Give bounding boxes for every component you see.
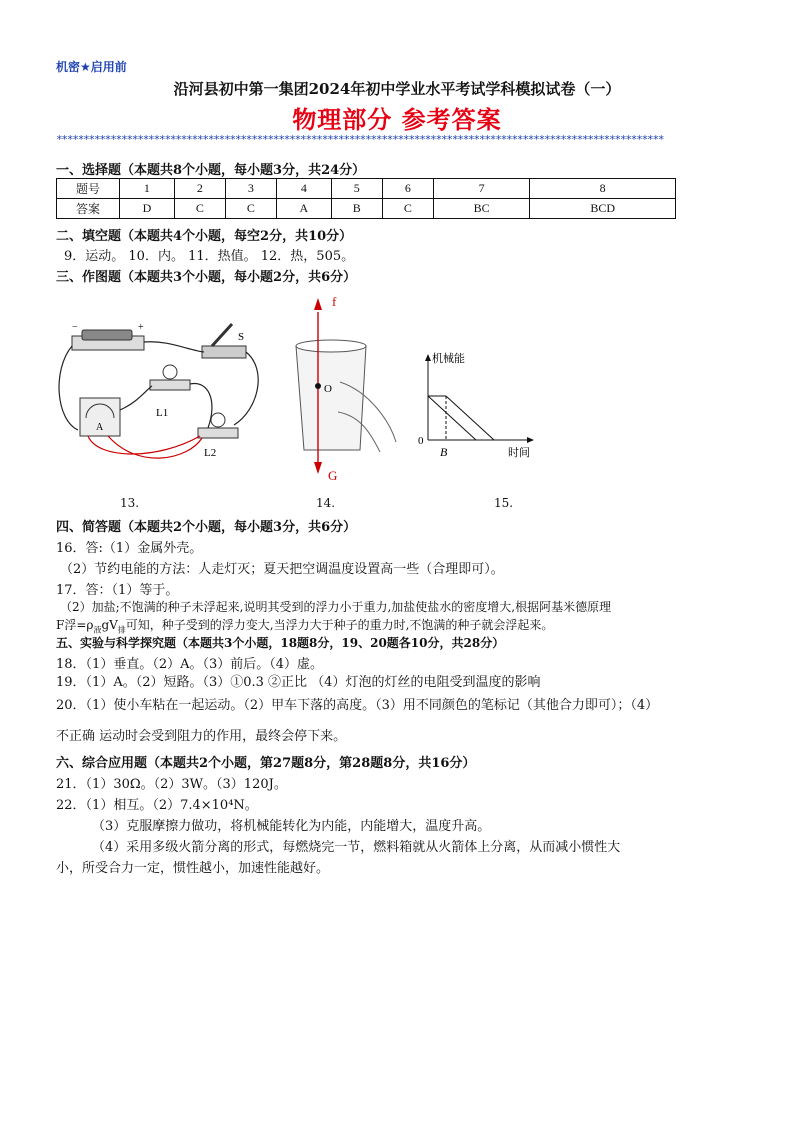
point-b-label: B (440, 445, 448, 459)
lamp-2-label: L2 (204, 447, 217, 459)
formula-conclusion: 可知，种子受到的浮力变大,当浮力大于种子的重力时,不饱满的种子就会浮起来。 (125, 618, 554, 632)
figure-14-label: 14. (316, 496, 336, 510)
q17-part1: 17．答：（1）等于。 (56, 583, 179, 598)
svg-text:+: + (138, 322, 144, 333)
formula-part: F浮=ρ (56, 618, 94, 632)
figure-13-label: 13. (120, 496, 140, 510)
section-6-title: 六、综合应用题（本题共2个小题，第27题8分，第28题8分，共16分） (56, 756, 476, 771)
question-number: 8 (530, 179, 676, 199)
table-row-numbers (57, 179, 676, 199)
question-number: 6 (382, 179, 433, 199)
question-number: 5 (331, 179, 382, 199)
question-number: 2 (174, 179, 225, 199)
q16-part2: （2）节约电能的方法：人走灯灭；夏天把空调温度设置高一些（合理即可）。 (60, 562, 504, 577)
switch-label: S (238, 331, 245, 343)
formula-sub-liquid: 液 (93, 625, 102, 635)
lamp-2-base (198, 428, 238, 438)
origin-label: 0 (418, 435, 424, 447)
answer-cell: D (120, 199, 175, 219)
answer-cell: BCD (530, 199, 676, 219)
q22-answer-line3: （4）采用多级火箭分离的形式，每燃烧完一节，燃料箱就从火箭体上分离，从而减小惯性大 (92, 840, 621, 855)
section-2-title: 二、填空题（本题共4个小题，每空2分，共10分） (56, 229, 353, 244)
center-point (315, 383, 321, 389)
confidential-label: 机密★启用前 (56, 60, 127, 74)
answer-cell: A (276, 199, 331, 219)
star-divider: **************************************************************************************************************** (56, 134, 664, 146)
fill-blank-answers: 9．运动。 10．内。 11．热值。 12．热，505。 (64, 249, 355, 264)
question-number: 3 (225, 179, 276, 199)
q22-answer-line2: （3）克服摩擦力做功，将机械能转化为内能，内能增大，温度升高。 (92, 819, 491, 834)
svg-text:−: − (72, 322, 78, 333)
switch-base (202, 346, 246, 358)
formula-sub-displaced: 排 (117, 625, 126, 635)
force-diagram (280, 292, 400, 484)
center-label: O (324, 383, 332, 395)
q16-part1: 16．答:（1）金属外壳。 (56, 541, 203, 556)
answer-cell: C (382, 199, 433, 219)
figure-15-label: 15. (494, 496, 514, 510)
lamp-1 (163, 365, 177, 379)
arrow-up (314, 298, 322, 310)
force-g-label: G (328, 468, 338, 483)
energy-graph (410, 348, 540, 463)
q22-answer-line4: 小，所受合力一定，惯性越小，加速性能越好。 (56, 861, 330, 876)
slope-1 (428, 396, 476, 440)
q17-part3 (56, 616, 553, 635)
q19-answer: 19．（1）A。（2）短路。（3）①0.3 ②正比 （4）灯泡的灯丝的电阻受到温度的影响 (56, 675, 541, 690)
question-number: 1 (120, 179, 175, 199)
answer-cell: B (331, 199, 382, 219)
section-3-title: 三、作图题（本题共3个小题，每小题2分，共6分） (56, 270, 357, 285)
answer-table (56, 178, 676, 219)
lamp-1-label: L1 (156, 407, 169, 419)
q20-answer-line2: 不正确 运动时会受到阻力的作用，最终会停下来。 (56, 729, 347, 744)
row-label-number: 题号 (57, 179, 120, 199)
row-label-answer: 答案 (57, 199, 120, 219)
q20-answer-line1: 20．（1）使小车粘在一起运动。（2）甲车下落的高度。（3）用不同颜色的笔标记（其他合力即可）；（4） (56, 698, 659, 713)
section-4-title: 四、简答题（本题共2个小题，每小题3分，共6分） (56, 520, 357, 535)
answer-cell: C (225, 199, 276, 219)
battery (82, 330, 132, 340)
svg-text:A: A (96, 422, 104, 433)
table-row-answers (57, 199, 676, 219)
lamp-1-base (150, 380, 190, 390)
q18-answer: 18．（1）垂直。（2）A。（3）前后。（4）虚。 (56, 657, 324, 672)
q22-answer-line1: 22．（1）相互。（2）7.4×10⁴N。 (56, 798, 258, 813)
section-5-title: 五、实验与科学探究题（本题共3个小题，18题8分，19、20题各10分，共28分） (56, 636, 505, 650)
x-axis-label: 时间 (508, 447, 530, 459)
red-wire-1 (88, 436, 200, 454)
y-axis-label: 机械能 (432, 353, 465, 365)
force-f-label: f (332, 294, 337, 309)
answer-key-title: 物理部分 参考答案 (292, 106, 502, 134)
red-wire-2 (108, 436, 202, 458)
circuit-diagram (58, 310, 268, 480)
section-1-title: 一、选择题（本题共8个小题，每小题3分，共24分） (56, 163, 366, 178)
answer-cell: C (174, 199, 225, 219)
slope-2 (446, 396, 494, 440)
q21-answer: 21．（1）30Ω。（2）3W。（3）120J。 (56, 777, 287, 792)
q17-part2: （2）加盐;不饱满的种子未浮起来,说明其受到的浮力小于重力,加盐使盐水的密度增大,根据阿基米德原理 (60, 600, 612, 614)
answer-cell: BC (433, 199, 529, 219)
glass (296, 346, 366, 450)
question-number: 4 (276, 179, 331, 199)
formula-part: gV (101, 618, 118, 632)
switch-lever (212, 324, 232, 346)
lamp-2 (211, 413, 225, 427)
exam-title: 沿河县初中第一集团2024年初中学业水平考试学科模拟试卷（一） (173, 80, 621, 98)
arrow-down (314, 462, 322, 474)
question-number: 7 (433, 179, 529, 199)
